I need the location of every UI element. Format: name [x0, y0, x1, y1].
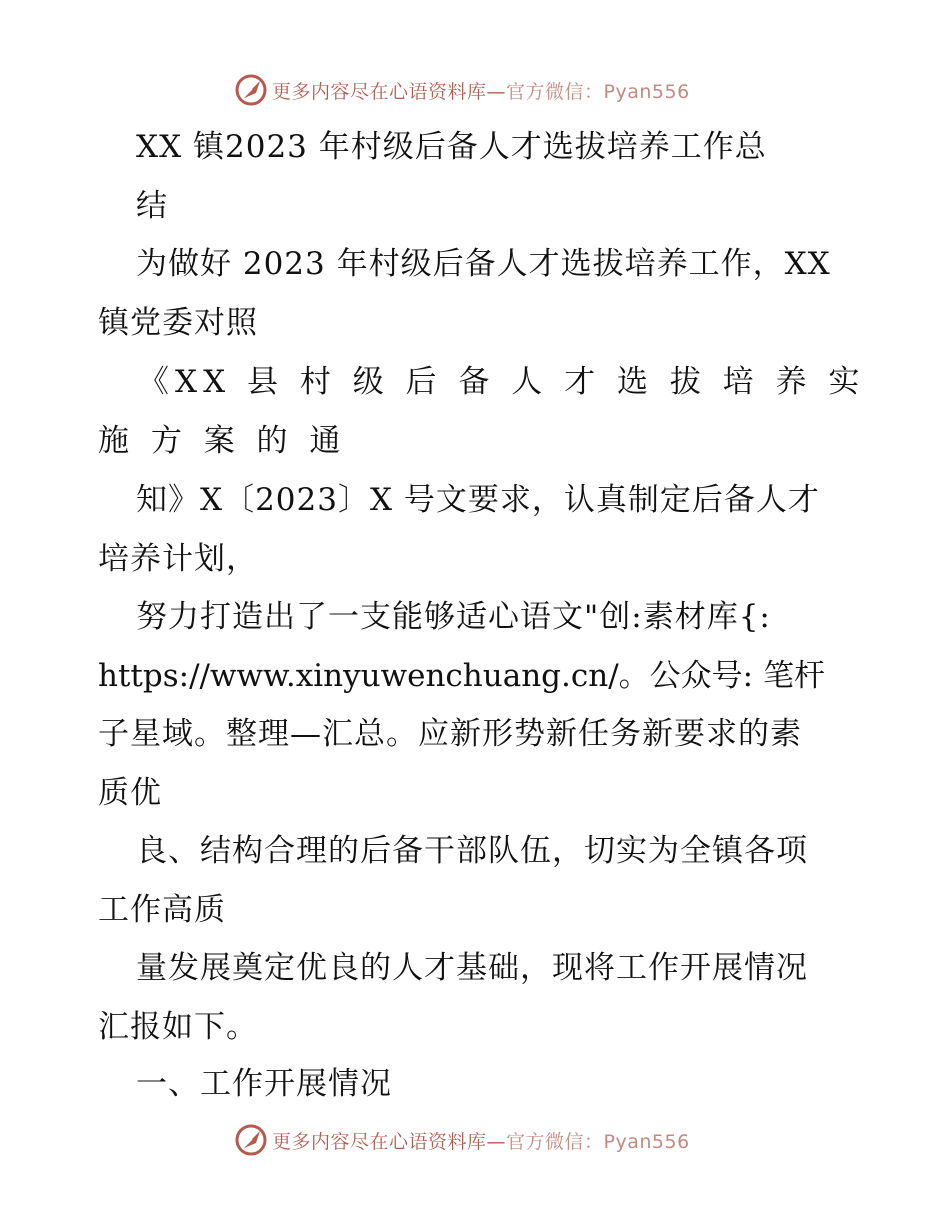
- body-line: 努力打造出了一支能够适心语文"创:素材库{:: [136, 599, 771, 635]
- quill-logo-icon: [234, 73, 268, 107]
- document-title-line-1: XX 镇2023 年村级后备人才选拔培养工作总: [136, 129, 767, 165]
- body-line: 为做好 2023 年村级后备人才选拔培养工作，XX: [136, 246, 831, 282]
- body-line: 量发展奠定优良的人才基础，现将工作开展情况: [136, 950, 808, 986]
- body-line: 良、结构合理的后备干部队伍，切实为全镇各项: [136, 833, 808, 869]
- body-line: 培养计划，: [98, 541, 258, 577]
- header-watermark: [234, 70, 754, 110]
- body-line: 工作高质: [98, 892, 226, 928]
- section-heading: 一、工作开展情况: [136, 1066, 392, 1102]
- watermark-text: 更多内容尽在心语资料库—官方微信：Pyan556: [272, 80, 690, 103]
- watermark-text: 更多内容尽在心语资料库—官方微信：Pyan556: [272, 1130, 690, 1153]
- body-line: 质优: [98, 775, 162, 811]
- body-line: https://www.xinyuwenchuang.cn/。公众号: 笔杆: [98, 658, 825, 694]
- quill-logo-icon: [234, 1123, 268, 1157]
- document-title-line-2: 结: [136, 188, 168, 224]
- body-line: 汇报如下。: [98, 1009, 258, 1045]
- footer-watermark: [234, 1120, 754, 1160]
- body-line: 镇党委对照: [98, 305, 258, 341]
- body-line: 《XX 县 村 级 后 备 人 才 选 拔 培 养 实: [138, 364, 866, 400]
- body-line: 施 方 案 的 通: [98, 423, 347, 459]
- body-line: 子星域。整理—汇总。应新形势新任务新要求的素: [98, 716, 802, 752]
- body-line: 知》X〔2023〕X 号文要求，认真制定后备人才: [136, 482, 820, 518]
